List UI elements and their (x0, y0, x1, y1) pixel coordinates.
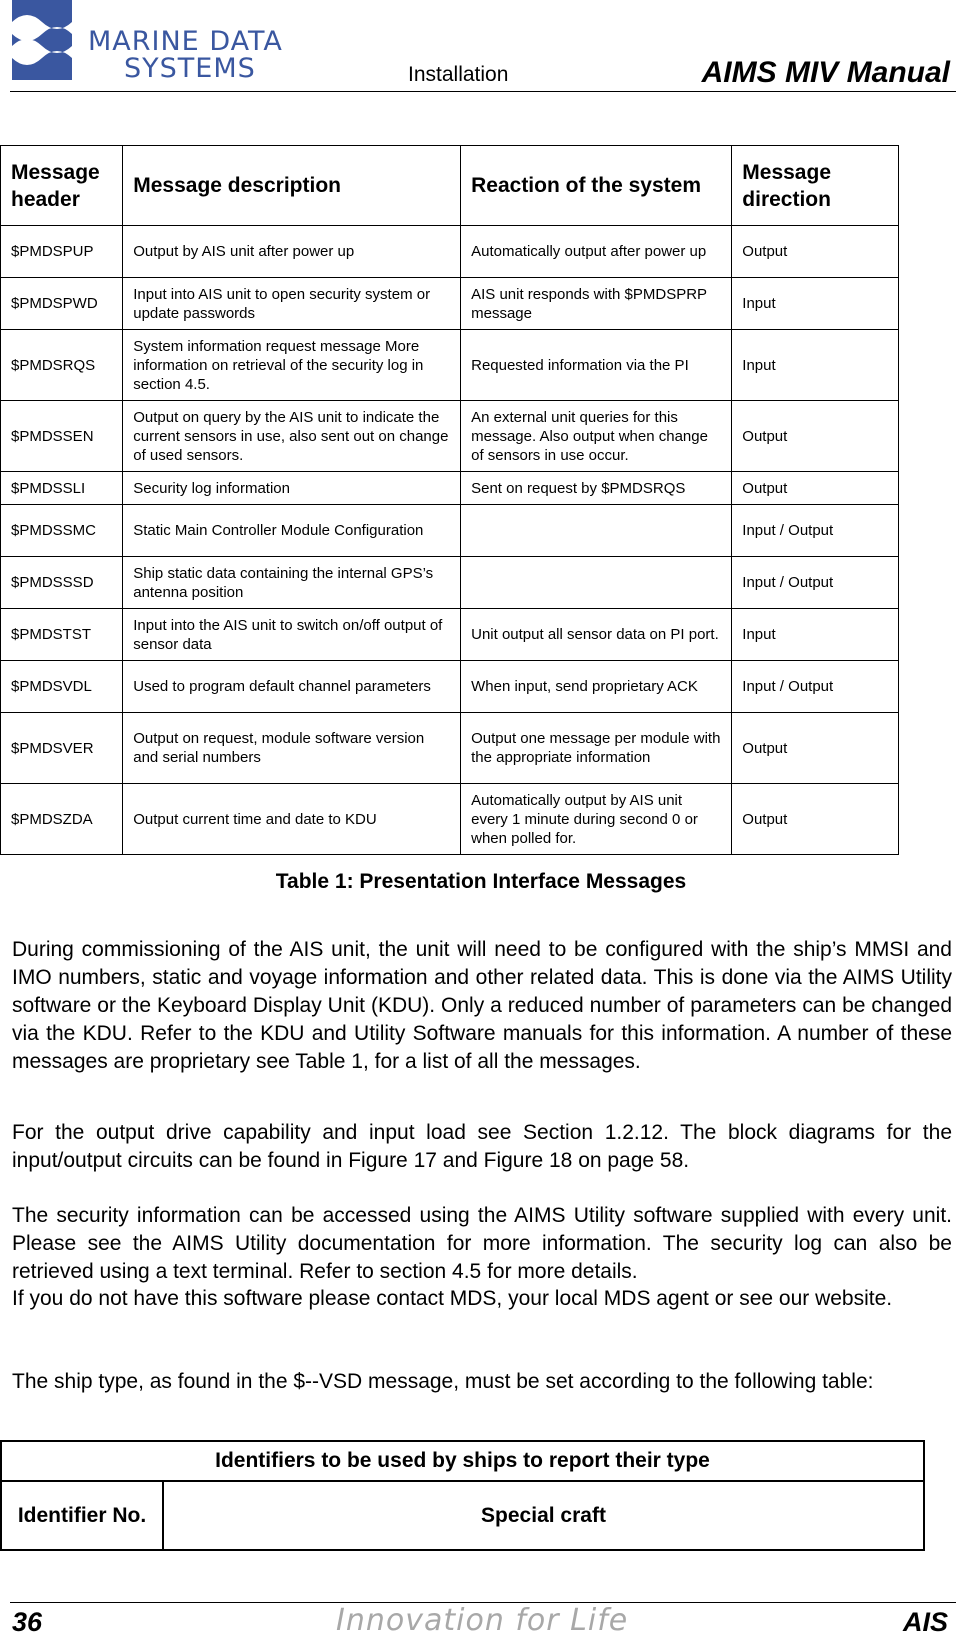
cell-description: Output on query by the AIS unit to indicate the current sensors in use, also sent out on change of used sensors. (123, 401, 461, 472)
cell-direction: Input / Output (732, 661, 899, 713)
table-row (1, 226, 899, 278)
cell-description: Output on request, module software version and serial numbers (123, 713, 461, 784)
cell-reaction (461, 557, 732, 609)
cell-description: Output current time and date to KDU (123, 784, 461, 855)
cell-reaction: Requested information via the PI (461, 330, 732, 401)
cell-header: $PMDSVDL (1, 661, 123, 713)
header-divider (10, 91, 956, 92)
logo-line-2: SYSTEMS (124, 53, 256, 84)
cell-direction: Output (732, 713, 899, 784)
paragraph-commissioning: During commissioning of the AIS unit, the unit will need to be configured with the ship’s MMSI and IMO numbers, static and voyage information and other related data. This is done via the AIMS Utility software or the Keyboard Display Unit (KDU). Only a reduced number of parameters can be changed via the KDU. Refer to the KDU and Utility Software manuals for this information. A number of these messages are proprietary see Table 1, for a list of all the messages. (12, 938, 952, 1073)
cell-direction: Input (732, 278, 899, 330)
cell-reaction: Unit output all sensor data on PI port. (461, 609, 732, 661)
cell-reaction: Output one message per module with the appropriate information (461, 713, 732, 784)
cell-reaction: Automatically output after power up (461, 226, 732, 278)
cell-description: Static Main Controller Module Configuration (123, 505, 461, 557)
cell-header: $PMDSPUP (1, 226, 123, 278)
manual-title: AIMS MIV Manual (701, 56, 950, 89)
footer-tagline: Innovation for Life (336, 1603, 629, 1638)
table-row (1, 713, 899, 784)
cell-header: $PMDSPWD (1, 278, 123, 330)
cell-direction: Input (732, 330, 899, 401)
cell-reaction: An external unit queries for this message. Also output when change of sensors in use occur. (461, 401, 732, 472)
table-header-row (1, 146, 899, 226)
section-label: Installation (408, 63, 509, 86)
logo-line-1: MARINE DATA (88, 26, 283, 57)
ship-type-table (0, 1440, 925, 1551)
cell-reaction (461, 505, 732, 557)
cell-direction: Output (732, 784, 899, 855)
table-header-row (1, 1481, 924, 1550)
column-header: Message direction (732, 146, 899, 226)
column-header-identifier: Identifier No. (1, 1481, 163, 1550)
paragraph-contact: If you do not have this software please contact MDS, your local MDS agent or see our website. (12, 1287, 893, 1310)
cell-description: Input into the AIS unit to switch on/off output of sensor data (123, 609, 461, 661)
table-title-row (1, 1441, 924, 1481)
cell-description: Ship static data containing the internal GPS’s antenna position (123, 557, 461, 609)
cell-header: $PMDSZDA (1, 784, 123, 855)
table-row (1, 505, 899, 557)
cell-description: Security log information (123, 472, 461, 505)
cell-header: $PMDSTST (1, 609, 123, 661)
cell-description: Input into AIS unit to open security system or update passwords (123, 278, 461, 330)
messages-table (0, 145, 899, 855)
column-header: Reaction of the system (461, 146, 732, 226)
cell-direction: Output (732, 472, 899, 505)
table-row (1, 557, 899, 609)
cell-direction: Input (732, 609, 899, 661)
paragraph-output-drive: For the output drive capability and input load see Section 1.2.12. The block diagrams for the input/output circuits can be found in Figure 17 and Figure 18 on page 58. (12, 1121, 952, 1172)
column-header: Message description (123, 146, 461, 226)
cell-direction: Input / Output (732, 557, 899, 609)
cell-description: Used to program default channel parameters (123, 661, 461, 713)
cell-header: $PMDSSMC (1, 505, 123, 557)
paragraph-security: The security information can be accessed using the AIMS Utility software supplied with every unit. Please see the AIMS Utility documentation for more information. The security log can also be retrieved using a text terminal. Refer to section 4.5 for more details. (12, 1204, 952, 1283)
cell-header: $PMDSRQS (1, 330, 123, 401)
table-row (1, 330, 899, 401)
cell-direction: Input / Output (732, 505, 899, 557)
logo-wave-icon (12, 0, 78, 80)
ship-type-table-title: Identifiers to be used by ships to report their type (1, 1441, 924, 1481)
footer-section-label: AIS (902, 1607, 948, 1637)
paragraph-ship-type: The ship type, as found in the $--VSD message, must be set according to the following table: (12, 1370, 874, 1393)
table-caption: Table 1: Presentation Interface Messages (275, 870, 687, 893)
cell-header: $PMDSVER (1, 713, 123, 784)
cell-header: $PMDSSEN (1, 401, 123, 472)
table-row (1, 472, 899, 505)
cell-direction: Output (732, 226, 899, 278)
cell-reaction: AIS unit responds with $PMDSPRP message (461, 278, 732, 330)
table-row (1, 661, 899, 713)
column-header-special-craft: Special craft (163, 1481, 924, 1550)
cell-reaction: When input, send proprietary ACK (461, 661, 732, 713)
cell-direction: Output (732, 401, 899, 472)
marine-data-systems-logo (12, 0, 297, 86)
cell-description: System information request message More information on retrieval of the security log in section 4.5. (123, 330, 461, 401)
cell-header: $PMDSSLI (1, 472, 123, 505)
cell-reaction: Sent on request by $PMDSRQS (461, 472, 732, 505)
table-row (1, 784, 899, 855)
cell-description: Output by AIS unit after power up (123, 226, 461, 278)
cell-reaction: Automatically output by AIS unit every 1 minute during second 0 or when polled for. (461, 784, 732, 855)
column-header: Message header (1, 146, 123, 226)
table-row (1, 609, 899, 661)
table-row (1, 278, 899, 330)
page-header (0, 0, 956, 92)
page-number: 36 (12, 1607, 43, 1637)
table-row (1, 401, 899, 472)
cell-header: $PMDSSSD (1, 557, 123, 609)
